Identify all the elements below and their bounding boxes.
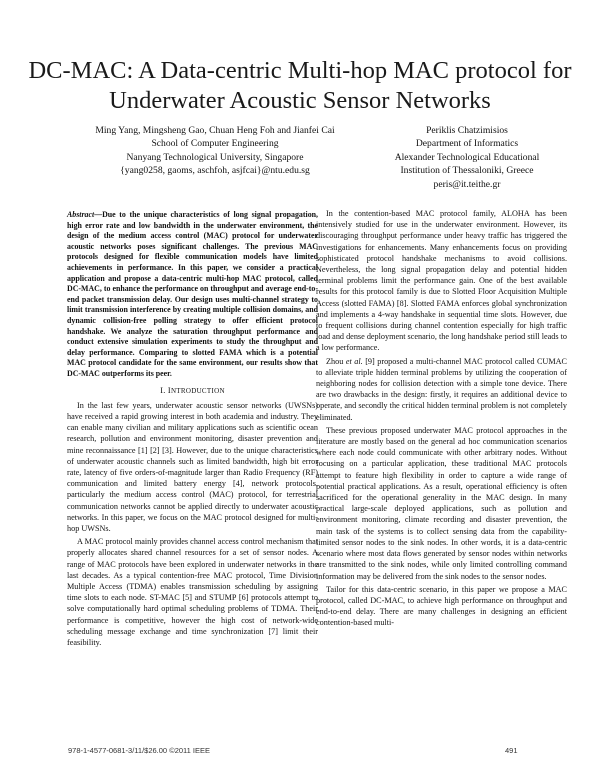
- paragraph: In the contention-based MAC protocol family, ALOHA has been intensively studied for use in the underwater environment. However, its discouraging throughput performance under heavy traffic has triggered the investigations for enhancements. Many enhancements focus on providing sophisticated protocol handshake mechanisms to avoid collisions. Nevertheless, the long signal propagation delay and potential hidden terminal problems limit the performance gain. One of the best available results for this protocol family is due to Slotted Floor Acquisition Multiple Access (slotted FAMA) [8]. Slotted FAMA enforces global synchronization and implements a 4-way handshake in sequential time slots. However, due to frequent collisions during channel contention especially for high traffic load and dense deployment scenario, the long handshake period still leads to a low performance.: [316, 209, 567, 353]
- section-title-rest: NTRODUCTION: [170, 386, 225, 395]
- paragraph: In the last few years, underwater acoustic sensor networks (UWSNs) have received a rapid growing interest in both academia and industry. They can enable many civilian and military applications such as scientific ocean research, pollution and environment monitoring, disaster prevention and mine reconnaissance [1] [2] [3]. However, due to the unique characteristics of underwater acoustic channels such as limited bandwidth, high bit error rate, latency of five orders-of-magnitude larger than Radio Frequency (RF) communication and limited battery energy [4], network protocols, particularly the medium access control (MAC) protocol, for terrestrial communication networks cannot be applied directly to underwater acoustic networks. In this paper, we focus on the MAC protocol designed for multi-hop UWSNs.: [67, 400, 318, 533]
- paragraph: A MAC protocol mainly provides channel access control mechanism that properly allocates shared channel resources for a set of sensor nodes. A range of MAC protocols have been explored in underwater networks in the last decades. As a typical contention-free MAC protocol, Time Division Multiple Access (TDMA) enables transmission scheduling by assigning time slots to each node. ST-MAC [5] and STUMP [6] protocols attempt to solve computationally hard optimal scheduling problems of TDMA. Their performance is competitive, however the high cost of network-wide scheduling message exchange and time synchronization [7] limit their feasibility.: [67, 537, 318, 647]
- cited-author: Zhou: [326, 356, 344, 366]
- paragraph: [316, 356, 567, 423]
- author-department: School of Computer Engineering: [151, 138, 279, 150]
- paragraph-text: [9] proposed a multi-channel MAC protocol called CUMAC to alleviate triple hidden terminal problems by utilizing the cooperation of neighboring nodes for collision detection with a simple tone device. There are two drawbacks in the design: firstly, it requires an additional device to operate, and secondly the critical hidden terminal problem is not completely eliminated.: [316, 356, 568, 422]
- author-block-right: [372, 124, 562, 191]
- author-block-left: [80, 124, 350, 178]
- author-email: peris@it.teithe.gr: [433, 178, 501, 190]
- author-department: Department of Informatics: [415, 138, 519, 150]
- left-column: [67, 210, 318, 650]
- paragraph: These previous proposed underwater MAC protocol approaches in the literature are mostly based on the general ad hoc communication scenarios where each node could communicate with other arbitrary nodes. Without focusing on a particular application, these traditional MAC protocols attempt to feature high flexibility in order to capture a wide range of potential practical applications. As a result, operational efficiency is often sacrificed for the operational generality in the MAC design. In many practical large-scale deployed applications, such as pollution and environment monitoring, climate recording and disaster prevention, the main task of the systems is to collect sensing data from the capability-limited sensor nodes to the sink nodes. In other words, it is a data-centric scenario where most data flows generated by sensor nodes within networks are transmitted to the sink nodes, while only limited controlling command information may be delivered from the sink nodes to the sensor nodes.: [316, 425, 567, 581]
- footer-isbn: 978-1-4577-0681-3/11/$26.00 ©2011 IEEE: [68, 746, 211, 755]
- abstract: [67, 210, 318, 380]
- abstract-label: Abstract: [67, 210, 95, 219]
- author-names: Ming Yang, Mingsheng Gao, Chuan Heng Foh and Jianfei Cai: [95, 125, 335, 136]
- author-names: Periklis Chatzimisios: [426, 125, 508, 136]
- section-heading-introduction: [67, 385, 318, 397]
- author-email: {yang0258, gaoms, aschfoh, asjfcai}@ntu.edu.sg: [120, 165, 310, 177]
- et-al: et al.: [345, 356, 363, 366]
- author-institution-line2: Institution of Thessaloniki, Greece: [400, 165, 534, 177]
- section-number: I.: [160, 385, 166, 395]
- section-title-initial: I: [167, 385, 171, 395]
- paper-title: DC-MAC: A Data-centric Multi-hop MAC protocol for Underwater Acoustic Sensor Networks: [28, 57, 572, 114]
- abstract-text: —Due to the unique characteristics of long signal propagation, high error rate and low bandwidth in the underwater environment, the design of the medium access control (MAC) protocol for underwater acoustic networks poses significant challenges. The previous MAC protocols designed for flexible communication models have limited achievements in performance. In this paper, we consider a practical application and propose a data-centric multi-hop MAC protocol, called DC-MAC, to enhance the performance on throughput and average end-to-end packet transmission delay. Our design uses multi-channel strategy to limit transmission interference by creating multiple collision domains, and dynamic collision-free polling strategy to offer efficient protocol handshake. We analyze the saturation throughput performance and conduct extensive simulation experiments to study the throughput and delay performance. Comparing to slotted FAMA which is a potential MAC protocol candidate for the same environment, our results show that DC-MAC outperforms its peer.: [67, 210, 318, 378]
- author-institution: Nanyang Technological University, Singapore: [126, 151, 304, 163]
- author-institution: Alexander Technological Educational: [394, 151, 540, 163]
- right-column: [316, 208, 567, 631]
- page-number: 491: [505, 746, 518, 755]
- paragraph: Tailor for this data-centric scenario, in this paper we propose a MAC protocol, called DC-MAC, to achieve high performance on throughput and end-to-end delay. There are many challenges in designing an efficient contention-based multi-: [316, 584, 567, 628]
